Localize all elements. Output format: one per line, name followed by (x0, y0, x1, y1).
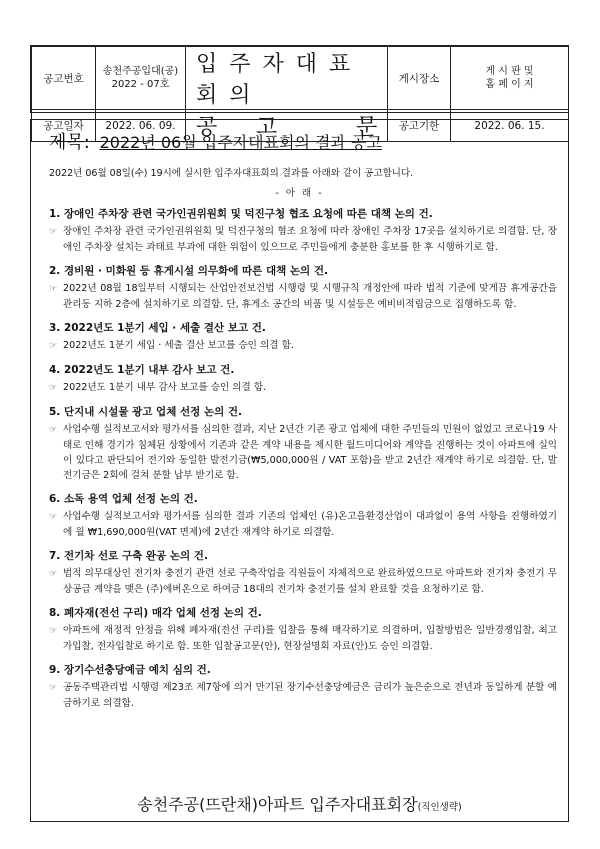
agenda-item (49, 363, 557, 396)
doc-title-main: 2022년 06월 입주자대표회의 결과 공고 (99, 133, 382, 152)
pointing-hand-icon: ☞ (49, 341, 58, 351)
agenda-text: 아파트에 재정적 안정을 위해 폐자재(전선 구리)를 입찰을 통해 매각하기로 의결하며, 입찰방법은 일반경쟁입찰, 최고가입찰, 전자입찰로 하기로 함. 또한 입찰공고문(안), 현장설명회 자료(안)도 승인 의결함. (63, 625, 557, 652)
notice-no-value: 송천주공입대(공) 2022 - 07호 (96, 47, 186, 110)
agenda-item (49, 405, 557, 483)
doc-footer (31, 792, 568, 815)
agenda-item (49, 606, 557, 654)
agenda-heading: 1. 장애인 주차장 관련 국가인권위원회 및 덕진구청 협조 요청에 따른 대책 논의 건. (49, 208, 433, 220)
doc-intro: 2022년 06월 08일(수) 19시에 실시한 입주자대표회의 결과를 아래와 같이 공고합니다. (49, 168, 414, 179)
agenda-text: 2022년도 1분기 세입 · 세출 결산 보고를 승인 의결 함. (63, 340, 294, 351)
agenda-item (49, 492, 557, 540)
pointing-hand-icon: ☞ (49, 512, 58, 522)
agenda-text: 2022년도 1분기 내부 감사 보고를 승인 의결 함. (63, 382, 267, 393)
notice-body (30, 119, 569, 822)
agenda-heading: 8. 폐자재(전선 구리) 매각 업체 선정 논의 건. (49, 607, 262, 619)
doc-center-label: - 아 래 - (275, 188, 324, 199)
agenda-text: 2022년 08월 18일부터 시행되는 산업안전보건법 시행령 및 시행규칙 개정안에 따라 법적 기준에 맞게끔 휴게공간을 관리동 지하 2층에 설치하기로 의결함. 단, 휴게소 공간의 비품 및 시설등은 예비비적립금으로 집행하도록 함. (63, 283, 557, 310)
pointing-hand-icon: ☞ (49, 383, 58, 393)
date-value: 2022. 06. 09. (96, 110, 186, 142)
pointing-hand-icon: ☞ (49, 284, 58, 294)
agenda-heading: 6. 소독 용역 업체 선정 논의 건. (49, 493, 198, 505)
agenda-item (49, 549, 557, 597)
agenda-item (49, 321, 557, 354)
agenda-heading: 7. 전기차 선로 구축 완공 논의 건. (49, 550, 208, 562)
post-place-value: 게 시 판 및 홈 페 이 지 (451, 47, 569, 110)
pointing-hand-icon: ☞ (49, 227, 58, 237)
agenda-item (49, 663, 557, 711)
agenda-heading: 4. 2022년도 1분기 내부 감사 보고 건. (49, 364, 235, 376)
doc-title (49, 128, 382, 154)
notice-title-bottom: 공 고 문 (186, 110, 388, 142)
pointing-hand-icon: ☞ (49, 626, 58, 636)
agenda-text: 공동주택관리법 시행령 제23조 제7항에 의거 만기된 장기수선충당예금은 금리가 높은순으로 전년과 동일하게 분할 예금하기로 의결함. (63, 682, 557, 709)
pointing-hand-icon: ☞ (49, 425, 58, 435)
notice-title-top: 입주자대표회의 (186, 47, 388, 110)
date-label: 공고일자 (32, 110, 96, 142)
deadline-value: 2022. 06. 15. (451, 110, 569, 142)
agenda-text: 법적 의무대상인 전기차 충전기 관련 선로 구축작업을 직원들이 자체적으로 완료하였으므로 아파트와 전기차 충전기 무상공급 계약을 맺은 (주)에버온으로 하여금 18대의 전기차 충전기를 설치 완료할 것을 요청하기로 함. (63, 568, 557, 595)
agenda-text: 사업수행 실적보고서와 평가서를 심의한 결과, 지난 2년간 기존 광고 업체에 대한 주민들의 민원이 없었고 코로나19 사태로 인해 경기가 침체된 상황에서 기존과 같은 계약 내용을 제시한 월드미디어와 계약을 진행하는 것이 아파트에 실익이 있다고 판단되어 전기와 동일한 발전기금(₩5,000,000원 / VAT 포함)을 받고 2년간 재계약 하기로 의결함. 단, 발전기금은 2회에 걸쳐 분할 납부 받기로 함. (63, 424, 557, 481)
notice-no-label: 공고번호 (32, 47, 96, 110)
deadline-label: 공고기한 (388, 110, 451, 142)
doc-title-prefix: 제목: (49, 132, 90, 153)
agenda-list (49, 207, 557, 720)
pointing-hand-icon: ☞ (49, 569, 58, 579)
agenda-heading: 2. 경비원 · 미화원 등 휴게시설 의무화에 따른 대책 논의 건. (49, 265, 328, 277)
agenda-text: 사업수행 실적보고서와 평가서를 심의한 결과 기존의 업체인 (유)온고을환경산업이 대과없이 용역 사항을 진행하였기에 월 ₩1,690,000원(VAT 면제)에 2년간 재계약 하기로 의결함. (63, 511, 557, 538)
post-place-label: 게시장소 (388, 47, 451, 110)
agenda-item (49, 207, 557, 255)
agenda-heading: 5. 단지내 시설물 광고 업체 선정 논의 건. (49, 406, 243, 418)
agenda-heading: 3. 2022년도 1분기 세입 · 세출 결산 보고 건. (49, 322, 266, 334)
agenda-item (49, 264, 557, 312)
footer-seal-note: (직인생략) (417, 802, 462, 813)
agenda-heading: 9. 장기수선충당예금 예치 심의 건. (49, 664, 211, 676)
footer-signer: 송천주공(뜨란채)아파트 입주자대표회장 (137, 795, 418, 814)
pointing-hand-icon: ☞ (49, 683, 58, 693)
header-table (30, 45, 569, 140)
agenda-text: 장애인 주차장 관련 국가인권위원회 및 덕진구청의 협조 요청에 따라 장애인 주차장 17곳을 설치하기로 의결함. 단, 장애인 주차장 설치는 과태료 부과에 대한 위험이 있으므로 주민들에게 충분한 홍보를 한 후 시행하기로 함. (63, 226, 557, 253)
